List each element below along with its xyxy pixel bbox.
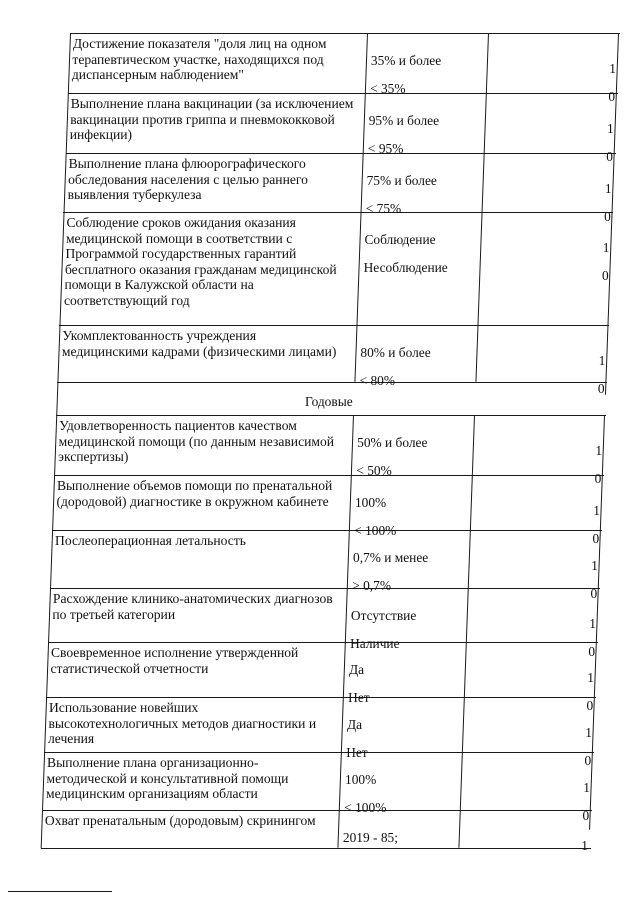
row-divider (46, 697, 596, 698)
indicator-text: медицинским организациям области (46, 786, 258, 801)
indicator-text: медицинской помощи в соответствии с (65, 230, 293, 246)
row-divider (56, 415, 606, 416)
score-value: 0 (601, 268, 609, 283)
criterion-text: < 50% (356, 463, 392, 478)
row-divider (42, 810, 592, 811)
score-value: 0 (597, 381, 605, 396)
indicator-text: Удовлетворенность пациентов качеством (59, 418, 297, 433)
score-value: 1 (609, 61, 616, 76)
row-divider (63, 212, 613, 213)
footnote-separator (8, 891, 112, 892)
criterion-text: 50% и более (357, 435, 428, 450)
criterion-text: < 100% (354, 523, 397, 538)
score-value: 0 (590, 586, 598, 601)
criterion-text: Да (348, 662, 365, 677)
score-value: 1 (598, 353, 606, 368)
indicator-text: Выполнение плана организационно- (47, 755, 259, 770)
score-value: 1 (607, 121, 614, 136)
column-divider (475, 33, 489, 382)
row-divider (48, 642, 598, 643)
indicator-text: статистической отчетности (50, 660, 209, 676)
score-value: 1 (581, 838, 588, 853)
score-value: 0 (584, 753, 592, 768)
criterion-text: < 75% (365, 201, 402, 216)
criterion-text: 100% (345, 772, 377, 787)
indicator-text: Программой государственных гарантий (65, 246, 297, 261)
row-divider (57, 382, 607, 383)
criterion-text: 2019 - 85; (342, 830, 398, 845)
criterion-text: 95% и более (368, 113, 440, 128)
indicator-text: Своевременное исполнение утвержденной (50, 645, 299, 660)
row-divider (52, 530, 602, 531)
row-divider (41, 848, 591, 849)
indicator-text: выявления туберкулеза (67, 187, 202, 202)
score-value: 0 (608, 89, 616, 104)
section-header-annual: Годовые (305, 394, 353, 409)
indicator-text: медицинской помощи (по данным независимой (58, 433, 335, 449)
criterion-text: Да (346, 717, 363, 732)
indicator-text: Выполнение объемов помощи по пренатальной (56, 478, 333, 493)
row-divider (50, 588, 600, 589)
row-divider (66, 153, 616, 154)
row-divider (54, 475, 604, 476)
indicator-text: Выполнение плана флюорографического (68, 156, 306, 171)
column-divider (459, 415, 476, 848)
criterion-text: Наличие (350, 636, 400, 651)
criterion-text: Отсутствие (350, 608, 417, 623)
score-value: 1 (583, 780, 590, 795)
score-value: 0 (586, 698, 594, 713)
indicator-text: терапевтическом участке, находящихся под (72, 51, 324, 67)
criterion-text: > 0,7% (352, 578, 391, 593)
indicator-text: Охват пренатальным (дородовым) скринингом (44, 813, 316, 828)
indicator-text: методической и консультативной помощи (46, 770, 289, 786)
indicator-text: Соблюдение сроков ожидания оказания (66, 215, 296, 230)
row-divider (44, 752, 594, 753)
score-value: 1 (602, 240, 610, 255)
score-value: 0 (606, 149, 613, 164)
indicator-text: Достижение показателя "доля лиц на одном (72, 36, 327, 51)
row-divider (59, 325, 609, 326)
indicator-text: Использование новейших (48, 700, 199, 715)
indicator-text: обследования населения с целью раннего (68, 171, 308, 187)
score-value: 0 (582, 808, 590, 823)
criterion-text: < 35% (370, 81, 406, 96)
score-value: 1 (604, 181, 612, 196)
criterion-text: 100% (354, 495, 387, 510)
criterion-text: 0,7% и менее (353, 550, 429, 565)
indicator-text: соответствующий год (63, 292, 190, 308)
indicator-text: помощи в Калужской области на (64, 277, 254, 292)
score-value: 1 (593, 503, 600, 518)
row-divider (70, 33, 620, 34)
criterion-text: 75% и более (366, 173, 437, 188)
criterion-text: 80% и более (360, 345, 431, 360)
indicator-text: Послеоперационная летальность (55, 533, 246, 548)
criterion-text: Несоблюдение (363, 260, 448, 275)
indicator-text: экспертизы) (58, 449, 129, 464)
indicator-text: бесплатного оказания гражданам медицинской (64, 261, 337, 277)
indicator-text: вакцинации против гриппа и пневмококковой (70, 111, 335, 127)
criterion-text: Нет (348, 690, 370, 705)
criterion-text: < 100% (344, 800, 387, 815)
indicator-text: инфекции) (69, 127, 133, 142)
indicator-text: Укомплектованность учреждения (62, 328, 257, 343)
indicator-text: лечения (47, 731, 95, 746)
score-value: 1 (585, 725, 592, 740)
indicator-text: медицинскими кадрами (физическими лицами) (61, 343, 337, 359)
score-value: 1 (589, 616, 596, 631)
criterion-text: 35% и более (370, 53, 442, 68)
indicator-text: (дородовой) диагностике в окружном кабинете (56, 493, 329, 509)
indicator-text: Выполнение плана вакцинации (за исключением (70, 96, 354, 111)
indicator-text: по третьей категории (52, 606, 176, 622)
score-value: 0 (588, 644, 596, 659)
row-divider (68, 93, 618, 94)
score-value: 1 (595, 443, 603, 458)
score-value: 0 (592, 531, 600, 546)
criterion-text: Соблюдение (364, 232, 436, 247)
score-value: 0 (604, 209, 611, 224)
score-value: 1 (587, 670, 594, 685)
indicator-text: диспансерным наблюдением" (71, 67, 244, 82)
indicator-text: Расхождение клинико-анатомических диагнозов (52, 591, 333, 606)
score-value: 1 (591, 558, 598, 573)
score-value: 0 (594, 471, 602, 486)
criterion-text: Нет (346, 745, 368, 760)
indicator-text: высокотехнологичных методов диагностики и (48, 715, 317, 731)
criterion-text: < 95% (367, 141, 404, 156)
criterion-text: < 80% (359, 373, 396, 388)
